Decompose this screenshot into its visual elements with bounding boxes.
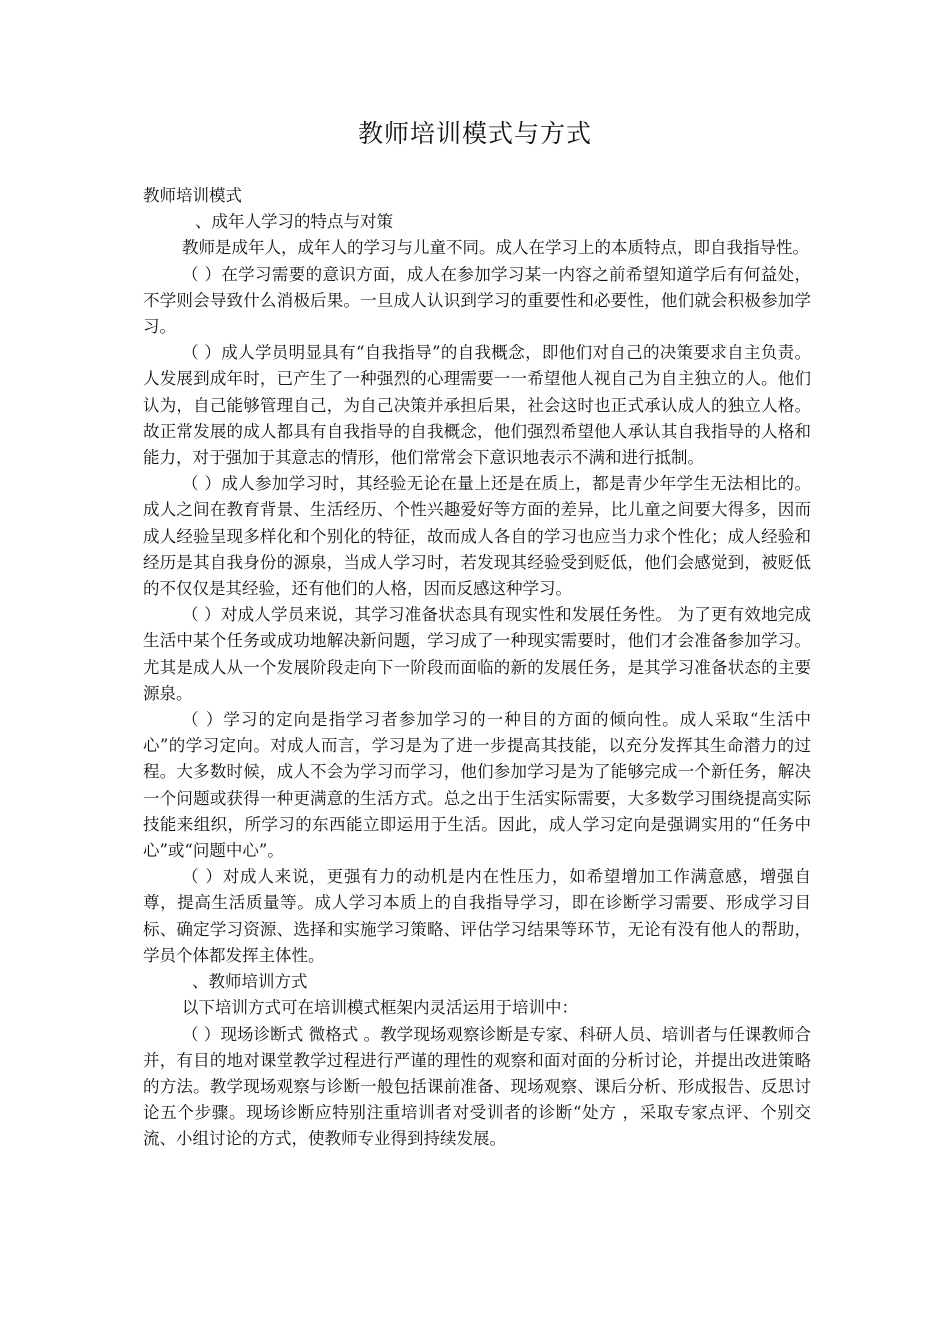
point-paragraph-6: （ ）对成人来说，更强有力的动机是内在性压力，如希望增加工作满意感，增强自尊，提高生活质量等。成人学习本质上的自我指导学习，即在诊断学习需要、形成学习目标、确定学习资源、选择和实施学习策略、评估学习结果等环节，无论有没有他人的帮助，学员个体都发挥主体性。 xyxy=(143,867,811,965)
document-body xyxy=(143,183,811,1153)
methods-intro-paragraph: 以下培训方式可在培训模式框架内灵活运用于培训中： xyxy=(182,998,578,1018)
method-paragraph-1: （ ）现场诊断式 微格式 。教学现场观察诊断是专家、科研人员、培训者与任课教师合并，有目的地对课堂教学过程进行严谨的理性的观察和面对面的分析讨论，并提出改进策略的方法。教学现场观察与诊断一般包括课前准备、现场观察、课后分析、形成报告、反思讨论五个步骤。现场诊断应特别注重培训者对受训者的诊断“处方 ，采取专家点评、个别交流、小组讨论的方式，使教师专业得到持续发展。 xyxy=(143,1024,811,1149)
point-paragraph-4: （ ）对成人学员来说，其学习准备状态具有现实性和发展任务性。 为了更有效地完成生活中某个任务或成功地解决新问题，学习成了一种现实需要时，他们才会准备参加学习。尤其是成人从一个发展阶段走向下一阶段而面临的新的发展任务，是其学习准备状态的主要源泉。 xyxy=(143,605,811,703)
point-paragraph-2: （ ）成人学员明显具有“自我指导”的自我概念，即他们对自己的决策要求自主负责。人发展到成年时，已产生了一种强烈的心理需要一一希望他人视自己为自主独立的人。他们认为，自己能够管理自己，为自己决策并承担后果，社会这时也正式承认成人的独立人格。故正常发展的成人都具有自我指导的自我概念，他们强烈希望他人承认其自我指导的人格和能力，对于强加于其意志的情形，他们常常会下意识地表示不满和进行抵制。 xyxy=(143,343,811,468)
document-title: 教师培训模式与方式 xyxy=(357,119,592,148)
point-paragraph-1: （ ）在学习需要的意识方面，成人在参加学习某一内容之前希望知道学后有何益处，不学则会导致什么消极后果。一旦成人认识到学习的重要性和必要性，他们就会积极参加学习。 xyxy=(143,264,811,337)
subheading-training-methods: 、教师培训方式 xyxy=(192,972,308,992)
point-paragraph-5: （ ）学习的定向是指学习者参加学习的一种目的方面的倾向性。成人采取“生活中心”的学习定向。对成人而言，学习是为了进一步提高其技能，以充分发挥其生命潜力的过程。大多数时候，成人不会为学习而学习，他们参加学习是为了能够完成一个新任务，解决一个问题或获得一种更满意的生活方式。总之出于生活实际需要，大多数学习围绕提高实际技能来组织，所学习的东西能立即运用于生活。因此，成人学习定向是强调实用的“任务中心”或“问题中心”。 xyxy=(143,710,811,861)
subheading-adult-learning: 、成年人学习的特点与对策 xyxy=(195,212,393,232)
intro-paragraph: 教师是成年人，成年人的学习与儿童不同。成人在学习上的本质特点，即自我指导性。 xyxy=(182,238,809,258)
section-heading: 教师培训模式 xyxy=(143,186,242,205)
point-paragraph-3: （ ）成人参加学习时，其经验无论在量上还是在质上，都是青少年学生无法相比的。成人之间在教育背景、生活经历、个性兴趣爱好等方面的差异，比儿童之间要大得多，因而成人经验呈现多样化和个别化的特征，故而成人各自的学习也应当力求个性化；成人经验和经历是其自我身份的源泉，当成人学习时，若发现其经验受到贬低，他们会感觉到，被贬低的不仅仅是其经验，还有他们的人格，因而反感这种学习。 xyxy=(143,474,811,599)
